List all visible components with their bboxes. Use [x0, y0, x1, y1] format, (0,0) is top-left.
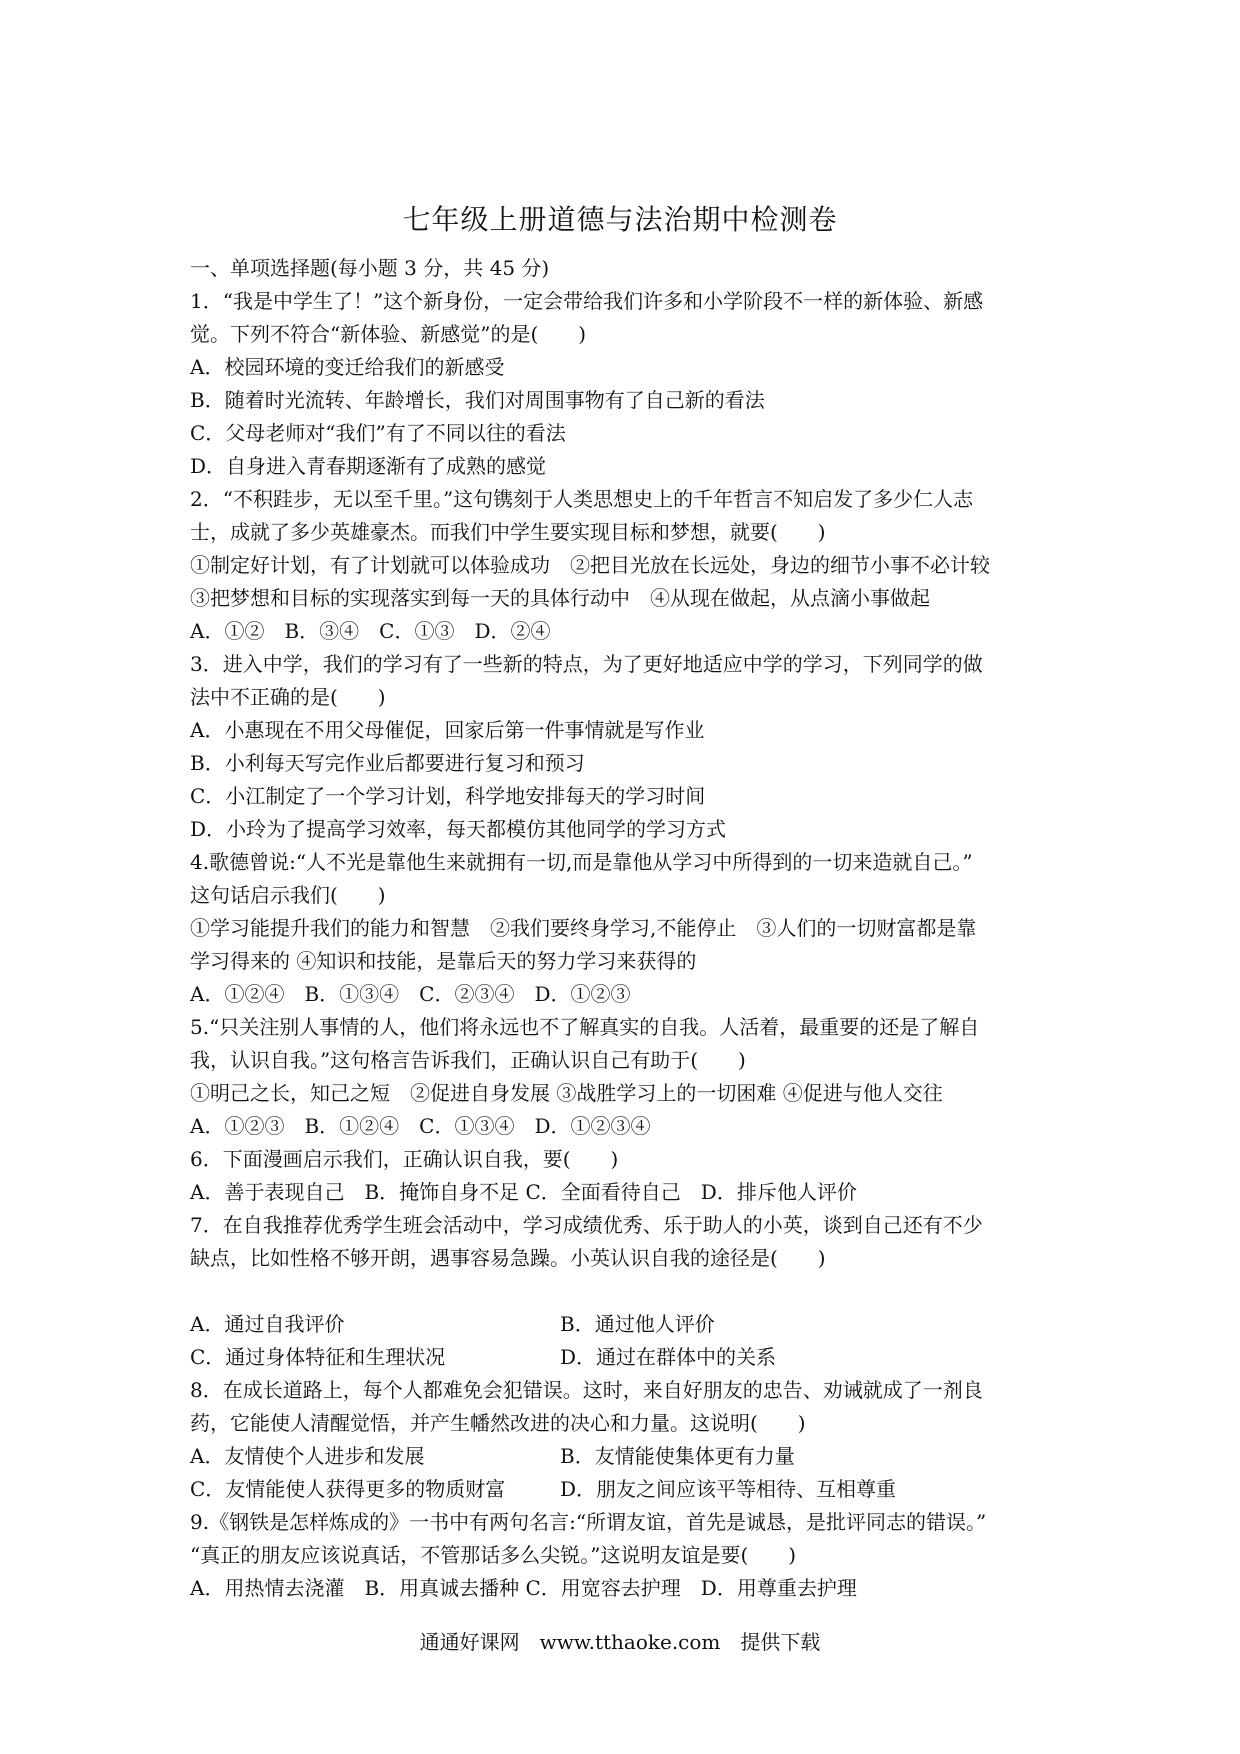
question-6-stem: 6．下面漫画启示我们，正确认识自我，要( ) — [190, 1147, 619, 1171]
question-4-stem-cont: 这句话启示我们( ) — [190, 883, 386, 907]
question-8-options-row-2 — [190, 1473, 1060, 1506]
question-9-stem: 9.《钢铁是怎样炼成的》一书中有两句名言:“所谓友谊，首先是诚恳，是批评同志的错误。” — [190, 1510, 987, 1534]
question-2-statements-cont: ③把梦想和目标的实现落实到每一天的具体行动中 ④从现在做起，从点滴小事做起 — [190, 586, 930, 610]
section-heading: 一、单项选择题(每小题 3 分，共 45 分) — [190, 256, 550, 280]
blank-line — [190, 1275, 1060, 1308]
question-8-option-d: D．朋友之间应该平等相待、互相尊重 — [560, 1477, 897, 1501]
question-3-option-b: B．小利每天写完作业后都要进行复习和预习 — [190, 751, 585, 775]
question-7-option-c: C．通过身体特征和生理状况 — [190, 1345, 446, 1369]
question-1-stem-cont: 觉。下列不符合“新体验、新感觉”的是( ) — [190, 322, 587, 346]
question-7-stem-cont: 缺点，比如性格不够开朗，遇事容易急躁。小英认识自我的途径是( ) — [190, 1246, 826, 1270]
question-3-option-d: D．小玲为了提高学习效率，每天都模仿其他同学的学习方式 — [190, 817, 727, 841]
question-5-stem: 5.“只关注别人事情的人，他们将永远也不了解真实的自我。人活着，最重要的还是了解自 — [190, 1015, 980, 1039]
question-8-options-row-1 — [190, 1440, 1060, 1473]
question-3-option-c: C．小江制定了一个学习计划，科学地安排每天的学习时间 — [190, 784, 706, 808]
question-2-options: A．①② B．③④ C．①③ D．②④ — [190, 619, 551, 643]
question-7-option-d: D．通过在群体中的关系 — [560, 1345, 777, 1369]
question-3-stem-cont: 法中不正确的是( ) — [190, 685, 386, 709]
question-5-stem-cont: 我，认识自我。”这句格言告诉我们，正确认识自己有助于( ) — [190, 1048, 746, 1072]
question-4-statements: ①学习能提升我们的能力和智慧 ②我们要终身学习,不能停止 ③人们的一切财富都是靠 — [190, 916, 977, 940]
question-4-stem: 4.歌德曾说:“人不光是靠他生来就拥有一切,而是靠他从学习中所得到的一切来造就自己。” — [190, 850, 973, 874]
question-9-options: A．用热情去浇灌 B．用真诚去播种 C．用宽容去护理 D．用尊重去护理 — [190, 1576, 857, 1600]
footer-download-note: 通通好课网 www.tthaoke.com 提供下载 — [419, 1630, 821, 1654]
question-3-stem: 3．进入中学，我们的学习有了一些新的特点，为了更好地适应中学的学习，下列同学的做 — [190, 652, 983, 676]
question-2-stem: 2．“不积跬步，无以至千里。”这句镌刻于人类思想史上的千年哲言不知启发了多少仁人志 — [190, 487, 974, 511]
question-7-stem: 7．在自我推荐优秀学生班会活动中，学习成绩优秀、乐于助人的小英，谈到自己还有不少 — [190, 1213, 983, 1237]
question-3-option-a: A．小惠现在不用父母催促，回家后第一件事情就是写作业 — [190, 718, 705, 742]
question-9-stem-cont: “真正的朋友应该说真话，不管那话多么尖锐。”这说明友谊是要( ) — [190, 1543, 797, 1567]
question-2-stem-cont: 士，成就了多少英雄豪杰。而我们中学生要实现目标和梦想，就要( ) — [190, 520, 826, 544]
question-2-statements: ①制定好计划，有了计划就可以体验成功 ②把目光放在长远处，身边的细节小事不必计较 — [190, 553, 990, 577]
question-4-statements-cont: 学习得来的 ④知识和技能，是靠后天的努力学习来获得的 — [190, 949, 697, 973]
question-1-option-c: C．父母老师对“我们”有了不同以往的看法 — [190, 421, 566, 445]
question-1-option-b: B．随着时光流转、年龄增长，我们对周围事物有了自己新的看法 — [190, 388, 765, 412]
question-6-options: A．善于表现自己 B．掩饰自身不足 C．全面看待自己 D．排斥他人评价 — [190, 1180, 857, 1204]
question-7-options-row-2 — [190, 1341, 1060, 1374]
question-7-options-row-1 — [190, 1308, 1060, 1341]
question-1-option-d: D．自身进入青春期逐渐有了成熟的感觉 — [190, 454, 547, 478]
question-1-stem: 1．“我是中学生了！”这个新身份，一定会带给我们许多和小学阶段不一样的新体验、新感 — [190, 289, 984, 313]
page-title: 七年级上册道德与法治期中检测卷 — [402, 203, 838, 236]
question-1-option-a: A．校园环境的变迁给我们的新感受 — [190, 355, 505, 379]
question-7-option-a: A．通过自我评价 — [190, 1312, 345, 1336]
question-8-option-a: A．友情使个人进步和发展 — [190, 1444, 425, 1468]
question-8-option-b: B．友情能使集体更有力量 — [560, 1444, 795, 1468]
question-4-options: A．①②④ B．①③④ C．②③④ D．①②③ — [190, 982, 631, 1006]
question-8-stem-cont: 药，它能使人清醒觉悟，并产生幡然改进的决心和力量。这说明( ) — [190, 1411, 806, 1435]
question-5-statements: ①明己之长，知己之短 ②促进自身发展 ③战胜学习上的一切困难 ④促进与他人交往 — [190, 1081, 943, 1105]
question-8-stem: 8．在成长道路上，每个人都难免会犯错误。这时，来自好朋友的忠告、劝诫就成了一剂良 — [190, 1378, 983, 1402]
question-8-option-c: C．友情能使人获得更多的物质财富 — [190, 1477, 506, 1501]
question-7-option-b: B．通过他人评价 — [560, 1312, 715, 1336]
question-5-options: A．①②③ B．①②④ C．①③④ D．①②③④ — [190, 1114, 651, 1138]
question-list — [190, 252, 1060, 1605]
